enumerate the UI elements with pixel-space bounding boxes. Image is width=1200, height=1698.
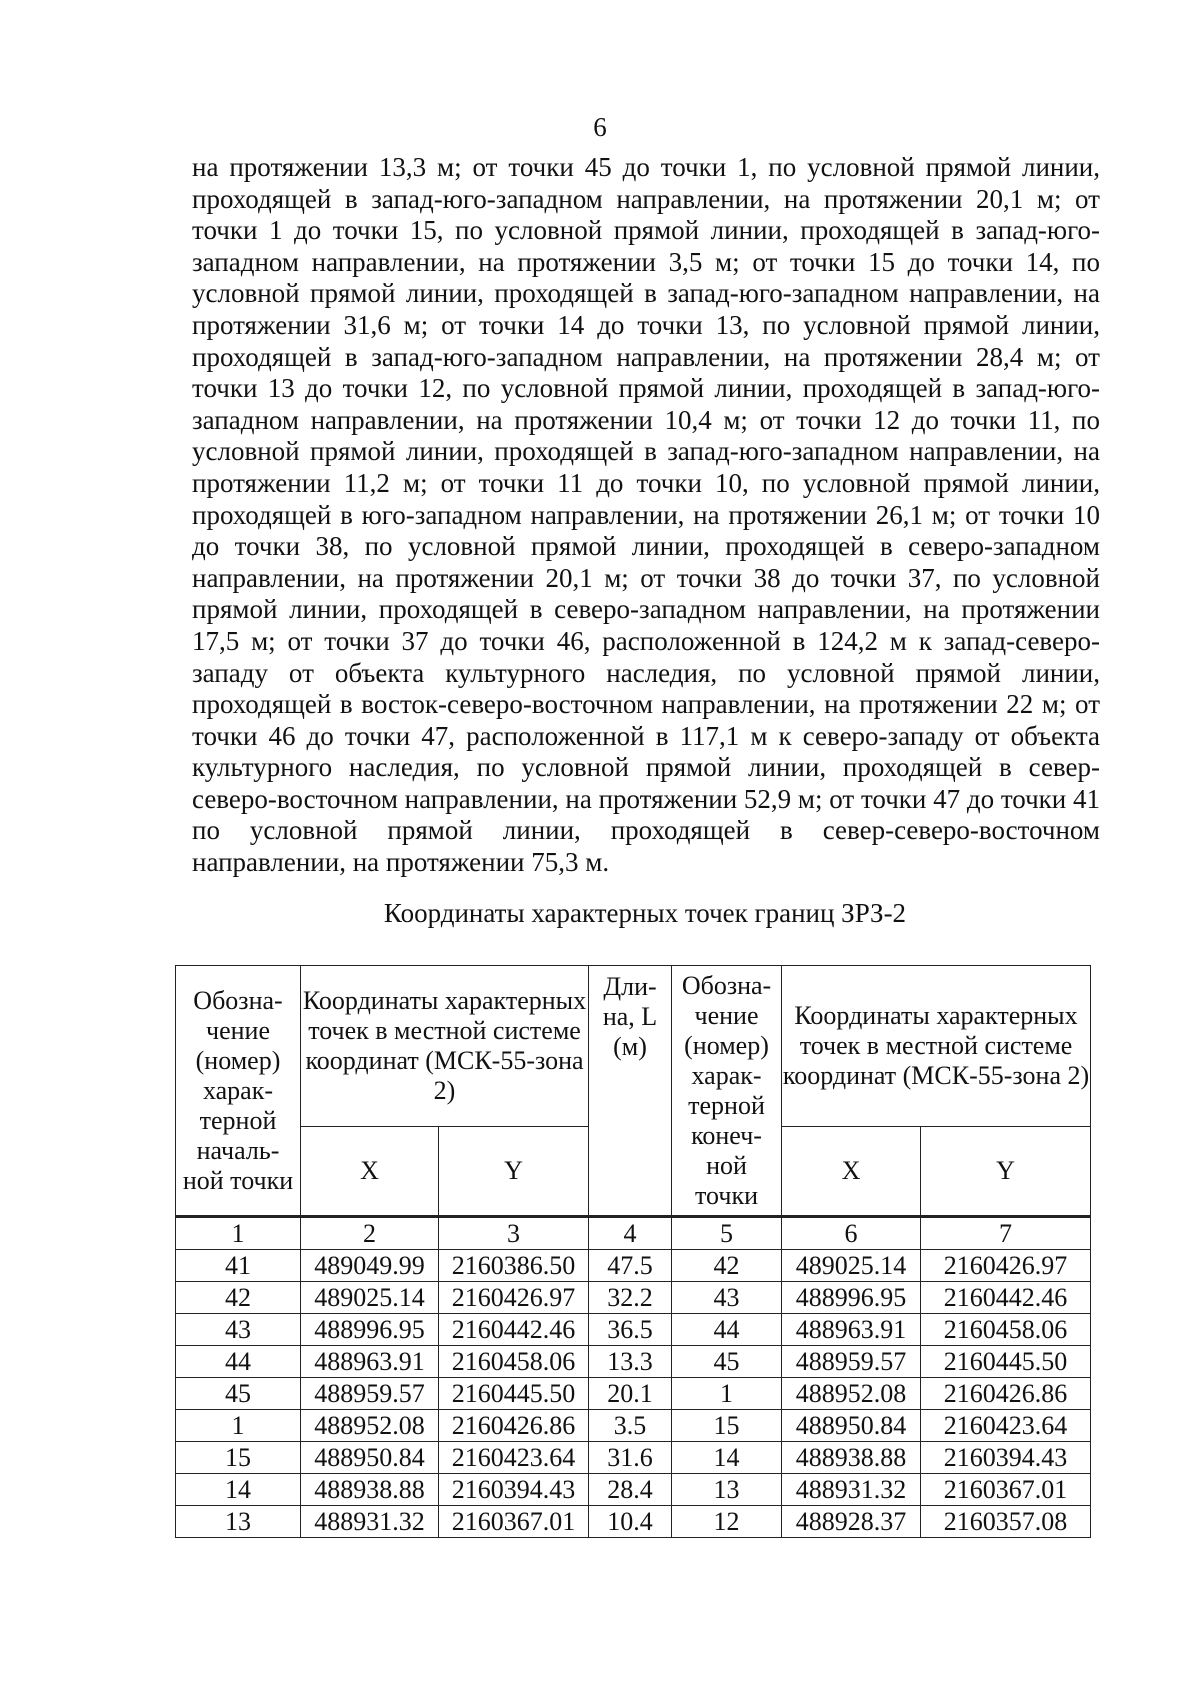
column-number: 3 (439, 1217, 589, 1250)
x-end-cell: 488928.37 (782, 1506, 921, 1538)
start-point-cell: 15 (176, 1442, 301, 1474)
x-start-cell: 488931.32 (301, 1506, 439, 1538)
x-start-cell: 488959.57 (301, 1378, 439, 1410)
column-number: 2 (301, 1217, 439, 1250)
column-number: 6 (782, 1217, 921, 1250)
table-row (176, 1506, 1091, 1538)
x-end-cell: 488931.32 (782, 1474, 921, 1506)
length-cell: 36.5 (589, 1314, 672, 1346)
table-row (176, 1250, 1091, 1282)
x-end-cell: 488963.91 (782, 1314, 921, 1346)
coordinates-table (175, 965, 1091, 1538)
y-end-cell: 2160458.06 (921, 1314, 1091, 1346)
header-y-end: Y (921, 1127, 1091, 1217)
y-start-cell: 2160445.50 (439, 1378, 589, 1410)
column-number-row (176, 1217, 1091, 1250)
y-end-cell: 2160426.97 (921, 1250, 1091, 1282)
header-coords-start: Координаты характерных точек в местной системе координат (МСК-55-зона 2) (301, 966, 589, 1127)
x-start-cell: 489049.99 (301, 1250, 439, 1282)
y-end-cell: 2160357.08 (921, 1506, 1091, 1538)
header-x-end: X (782, 1127, 921, 1217)
y-end-cell: 2160445.50 (921, 1346, 1091, 1378)
page-number: 6 (593, 112, 607, 142)
column-number: 5 (672, 1217, 782, 1250)
column-number: 4 (589, 1217, 672, 1250)
start-point-cell: 41 (176, 1250, 301, 1282)
y-start-cell: 2160386.50 (439, 1250, 589, 1282)
length-cell: 32.2 (589, 1282, 672, 1314)
table-row (176, 1410, 1091, 1442)
x-start-cell: 489025.14 (301, 1282, 439, 1314)
x-start-cell: 488938.88 (301, 1474, 439, 1506)
length-cell: 47.5 (589, 1250, 672, 1282)
header-y-start: Y (439, 1127, 589, 1217)
length-cell: 28.4 (589, 1474, 672, 1506)
header-length: Дли- на, L (м) (589, 966, 672, 1217)
y-start-cell: 2160423.64 (439, 1442, 589, 1474)
x-start-cell: 488952.08 (301, 1410, 439, 1442)
y-start-cell: 2160367.01 (439, 1506, 589, 1538)
table-row (176, 1282, 1091, 1314)
header-start-point: Обозна- чение (номер) харак- терной началь- ной точки (176, 966, 301, 1217)
end-point-cell: 13 (672, 1474, 782, 1506)
table-row (176, 1346, 1091, 1378)
end-point-cell: 15 (672, 1410, 782, 1442)
y-start-cell: 2160426.86 (439, 1410, 589, 1442)
body-paragraph: на протяжении 13,3 м; от точки 45 до точки 1, по условной прямой линии, проходящей в запад-юго-западном направлении, на протяжении 20,1 м; от точки 1 до точки 15, по условной прямой линии, проходящей в запад-юго-западном направлении, на протяжении 3,5 м; от точки 15 до точки 14, по условной прямой линии, проходящей в запад-юго-западном направлении, на протяжении 31,6 м; от точки 14 до точки 13, по условной прямой линии, проходящей в запад-юго-западном направлении, на протяжении 28,4 м; от точки 13 до точки 12, по условной прямой линии, проходящей в запад-юго-западном направлении, на протяжении 10,4 м; от точки 12 до точки 11, по условной прямой линии, проходящей в запад-юго-западном направлении, на протяжении 11,2 м; от точки 11 до точки 10, по условной прямой линии, проходящей в юго-западном направлении, на протяжении 26,1 м; от точки 10 до точки 38, по условной прямой линии, проходящей в северо-западном направлении, на протяжении 20,1 м; от точки 38 до точки 37, по условной прямой линии, проходящей в северо-западном направлении, на протяжении 17,5 м; от точки 37 до точки 46, расположенной в 124,2 м к запад-северо-западу от объекта культурного наследия, по условной прямой линии, проходящей в восток-северо-восточном направлении, на протяжении 22 м; от точки 46 до точки 47, расположенной в 117,1 м к северо-западу от объекта культурного наследия, по условной прямой линии, проходящей в север-северо-восточном направлении, на протяжении 52,9 м; от точки 47 до точки 41 по условной прямой линии, проходящей в север-северо-восточном направлении, на протяжении 75,3 м. (192, 152, 1100, 878)
end-point-cell: 12 (672, 1506, 782, 1538)
y-end-cell: 2160442.46 (921, 1282, 1091, 1314)
header-coords-end: Координаты характерных точек в местной системе координат (МСК-55-зона 2) (782, 966, 1091, 1127)
start-point-cell: 45 (176, 1378, 301, 1410)
x-end-cell: 488959.57 (782, 1346, 921, 1378)
x-end-cell: 488952.08 (782, 1378, 921, 1410)
header-end-point: Обозна- чение (номер) харак- терной конеч- ной точки (672, 966, 782, 1217)
end-point-cell: 14 (672, 1442, 782, 1474)
length-cell: 31.6 (589, 1442, 672, 1474)
y-start-cell: 2160458.06 (439, 1346, 589, 1378)
end-point-cell: 43 (672, 1282, 782, 1314)
column-number: 7 (921, 1217, 1091, 1250)
start-point-cell: 1 (176, 1410, 301, 1442)
x-end-cell: 488996.95 (782, 1282, 921, 1314)
length-cell: 3.5 (589, 1410, 672, 1442)
start-point-cell: 43 (176, 1314, 301, 1346)
y-end-cell: 2160426.86 (921, 1378, 1091, 1410)
table-row (176, 1442, 1091, 1474)
column-number: 1 (176, 1217, 301, 1250)
end-point-cell: 1 (672, 1378, 782, 1410)
y-end-cell: 2160423.64 (921, 1410, 1091, 1442)
start-point-cell: 13 (176, 1506, 301, 1538)
x-end-cell: 488950.84 (782, 1410, 921, 1442)
length-cell: 20.1 (589, 1378, 672, 1410)
x-start-cell: 488950.84 (301, 1442, 439, 1474)
end-point-cell: 42 (672, 1250, 782, 1282)
length-cell: 13.3 (589, 1346, 672, 1378)
x-start-cell: 488996.95 (301, 1314, 439, 1346)
start-point-cell: 44 (176, 1346, 301, 1378)
table-row (176, 1378, 1091, 1410)
length-cell: 10.4 (589, 1506, 672, 1538)
table-row (176, 1314, 1091, 1346)
start-point-cell: 14 (176, 1474, 301, 1506)
end-point-cell: 44 (672, 1314, 782, 1346)
x-end-cell: 489025.14 (782, 1250, 921, 1282)
x-start-cell: 488963.91 (301, 1346, 439, 1378)
y-end-cell: 2160394.43 (921, 1442, 1091, 1474)
header-x-start: X (301, 1127, 439, 1217)
table-row (176, 1474, 1091, 1506)
y-start-cell: 2160394.43 (439, 1474, 589, 1506)
table-caption: Координаты характерных точек границ ЗРЗ-2 (383, 898, 907, 928)
end-point-cell: 45 (672, 1346, 782, 1378)
x-end-cell: 488938.88 (782, 1442, 921, 1474)
y-start-cell: 2160442.46 (439, 1314, 589, 1346)
y-start-cell: 2160426.97 (439, 1282, 589, 1314)
start-point-cell: 42 (176, 1282, 301, 1314)
y-end-cell: 2160367.01 (921, 1474, 1091, 1506)
